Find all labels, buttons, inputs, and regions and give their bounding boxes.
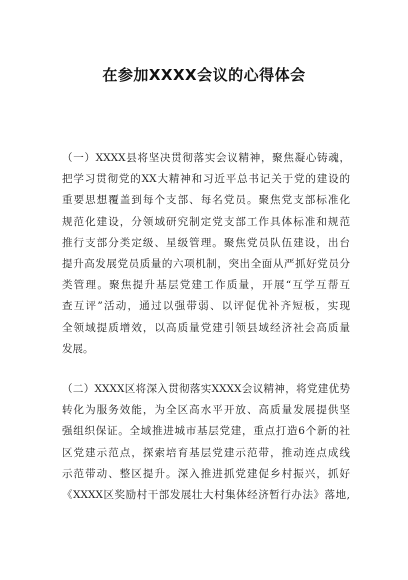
paragraph-line: 规范化建设，分领域研究制定党支部工作具体标准和规范 [62, 215, 350, 228]
paragraph-line: 查互评”活动，通过以强带弱、以评促优补齐短板，实现 [62, 300, 350, 313]
paragraph-line: （一）XXXX县将坚决贯彻落实会议精神，聚焦凝心铸魂， [62, 152, 350, 164]
paragraph-line: 把学习贯彻党的XX大精神和习近平总书记关于党的建设的 [62, 173, 350, 186]
paragraph-line: 提升高发展党员质量的六项机制，突出全面从严抓好党员分 [62, 257, 350, 270]
paragraph-line: （二）XXXX区将深入贯彻落实XXXX会议精神，将党建优势 [62, 383, 350, 395]
paragraph-line: 发展。 [62, 342, 94, 355]
paragraph-line: 《XXXX区奖励村干部发展壮大村集体经济暂行办法》落地, [62, 488, 350, 501]
paragraph-2 [62, 379, 350, 506]
paragraph-line: 类管理。聚焦提升基层党建工作质量，开展“互学互帮互 [62, 279, 350, 292]
paragraph-line: 强组织保证。全域推进城市基层党建，重点打造6个新的社 [62, 425, 350, 438]
paragraph-line: 转化为服务效能，为全区高水平开放、高质量发展提供坚 [62, 404, 350, 417]
paragraph-line: 全领域提质增效，以高质量党建引领县域经济社会高质量 [62, 321, 350, 334]
paragraph-line: 推行支部分类定级、星级管理。聚焦党员队伍建设，出台 [62, 236, 350, 249]
paragraph-line: 重要思想覆盖到每个支部、每名党员。聚焦党支部标准化 [62, 194, 350, 207]
document-title: 在参加XXXX会议的心得体会 [102, 66, 306, 84]
paragraph-line: 示范带动、整区提升。深入推进抓党建促乡村振兴，抓好 [62, 467, 350, 480]
paragraph-1 [62, 148, 350, 360]
paragraph-line: 区党建示范点，探索培育基层党建示范带，推动连点成线 [62, 446, 350, 459]
